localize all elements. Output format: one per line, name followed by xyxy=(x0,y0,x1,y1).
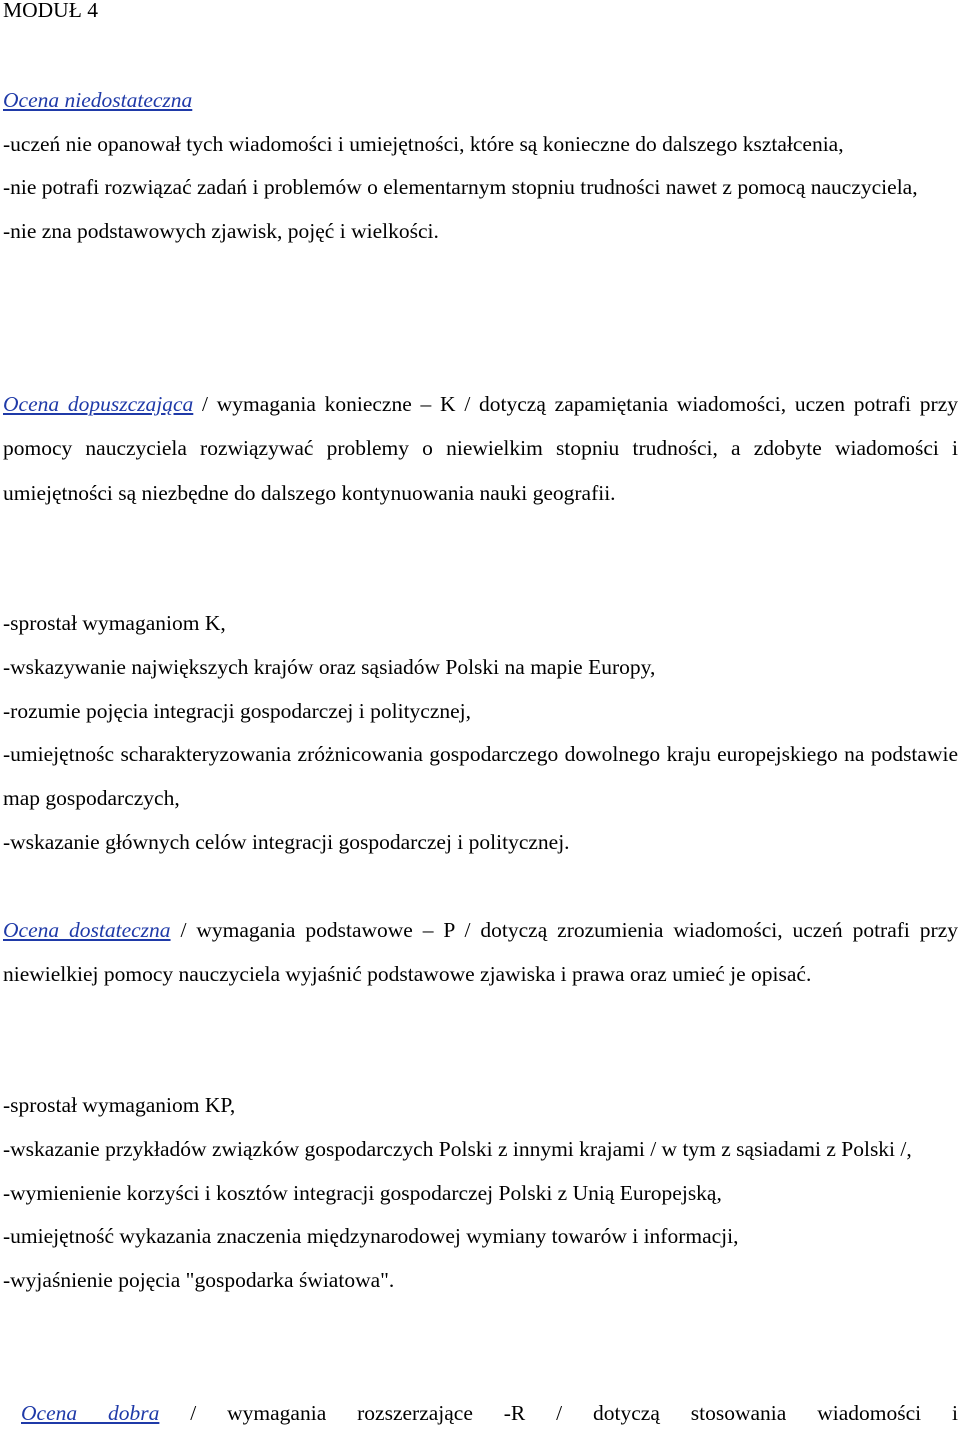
list-item: -uczeń nie opanował tych wiadomości i umiejętności, które są konieczne do dalszego kształcenia, xyxy=(3,131,844,156)
section-dostateczna xyxy=(3,908,958,996)
list-item: -nie zna podstawowych zjawisk, pojęć i wielkości. xyxy=(3,218,439,243)
list-item: -wskazywanie największych krajów oraz sąsiadów Polski na mapie Europy, xyxy=(3,654,656,679)
list-item: -wskazanie przykładów związków gospodarczych Polski z innymi krajami / w tym z sąsiadami z Polski /, xyxy=(3,1136,912,1161)
list-item: -wskazanie głównych celów integracji gospodarczej i politycznej. xyxy=(3,829,570,854)
module-header: MODUŁ 4 xyxy=(3,0,98,22)
grade-description-dostateczna: / wymagania podstawowe – P / dotyczą zrozumienia wiadomości, uczeń potrafi przy niewielkiej pomocy nauczyciela wyjaśnić podstawowe zjawiska i prawa oraz umieć je opisać. xyxy=(3,918,958,986)
grade-description-dopuszczajaca: / wymagania konieczne – K / dotyczą zapamiętania wiadomości, uczen potrafi przy pomocy nauczyciela rozwiązywać problemy o niewielkim stopniu trudności, a zdobyte wiadomości i umiejętności są niezbędne do dalszego kontynuowania nauki geografii. xyxy=(3,392,958,505)
list-item: -wyjaśnienie pojęcia "gospodarka światowa". xyxy=(3,1268,395,1293)
list-item: -umiejętnośc scharakteryzowania zróżnicowania gospodarczego dowolnego kraju europejskiego na podstawie map gospodarczych, xyxy=(3,742,958,811)
grade-title-dobra[interactable]: Ocena dobra xyxy=(21,1401,160,1425)
grade-description-dobra: / wymagania rozszerzające -R / dotyczą stosowania wiadomości i xyxy=(159,1401,958,1425)
list-item: -sprostał wymaganiom KP, xyxy=(3,1093,236,1117)
grade-title-dopuszczajaca[interactable]: Ocena dopuszczająca xyxy=(3,392,194,416)
section-dobra xyxy=(21,1391,958,1435)
requirements-dopuszczajaca xyxy=(3,602,958,865)
section-niedostateczna xyxy=(3,79,958,253)
list-item: -sprostał wymaganiom K, xyxy=(3,611,226,635)
requirements-dostateczna xyxy=(3,1084,958,1303)
section-dopuszczajaca xyxy=(3,382,958,515)
list-item: -nie potrafi rozwiązać zadań i problemów o elementarnym stopniu trudności nawet z pomocą nauczyciela, xyxy=(3,175,918,199)
list-item: -umiejętność wykazania znaczenia międzynarodowej wymiany towarów i informacji, xyxy=(3,1224,739,1249)
list-item: -wymienienie korzyści i kosztów integracji gospodarczej Polski z Unią Europejską, xyxy=(3,1180,722,1205)
list-item: -rozumie pojęcia integracji gospodarczej i politycznej, xyxy=(3,698,472,723)
grade-title-dostateczna[interactable]: Ocena dostateczna xyxy=(3,918,171,942)
grade-title-niedostateczna[interactable]: Ocena niedostateczna xyxy=(3,88,193,112)
